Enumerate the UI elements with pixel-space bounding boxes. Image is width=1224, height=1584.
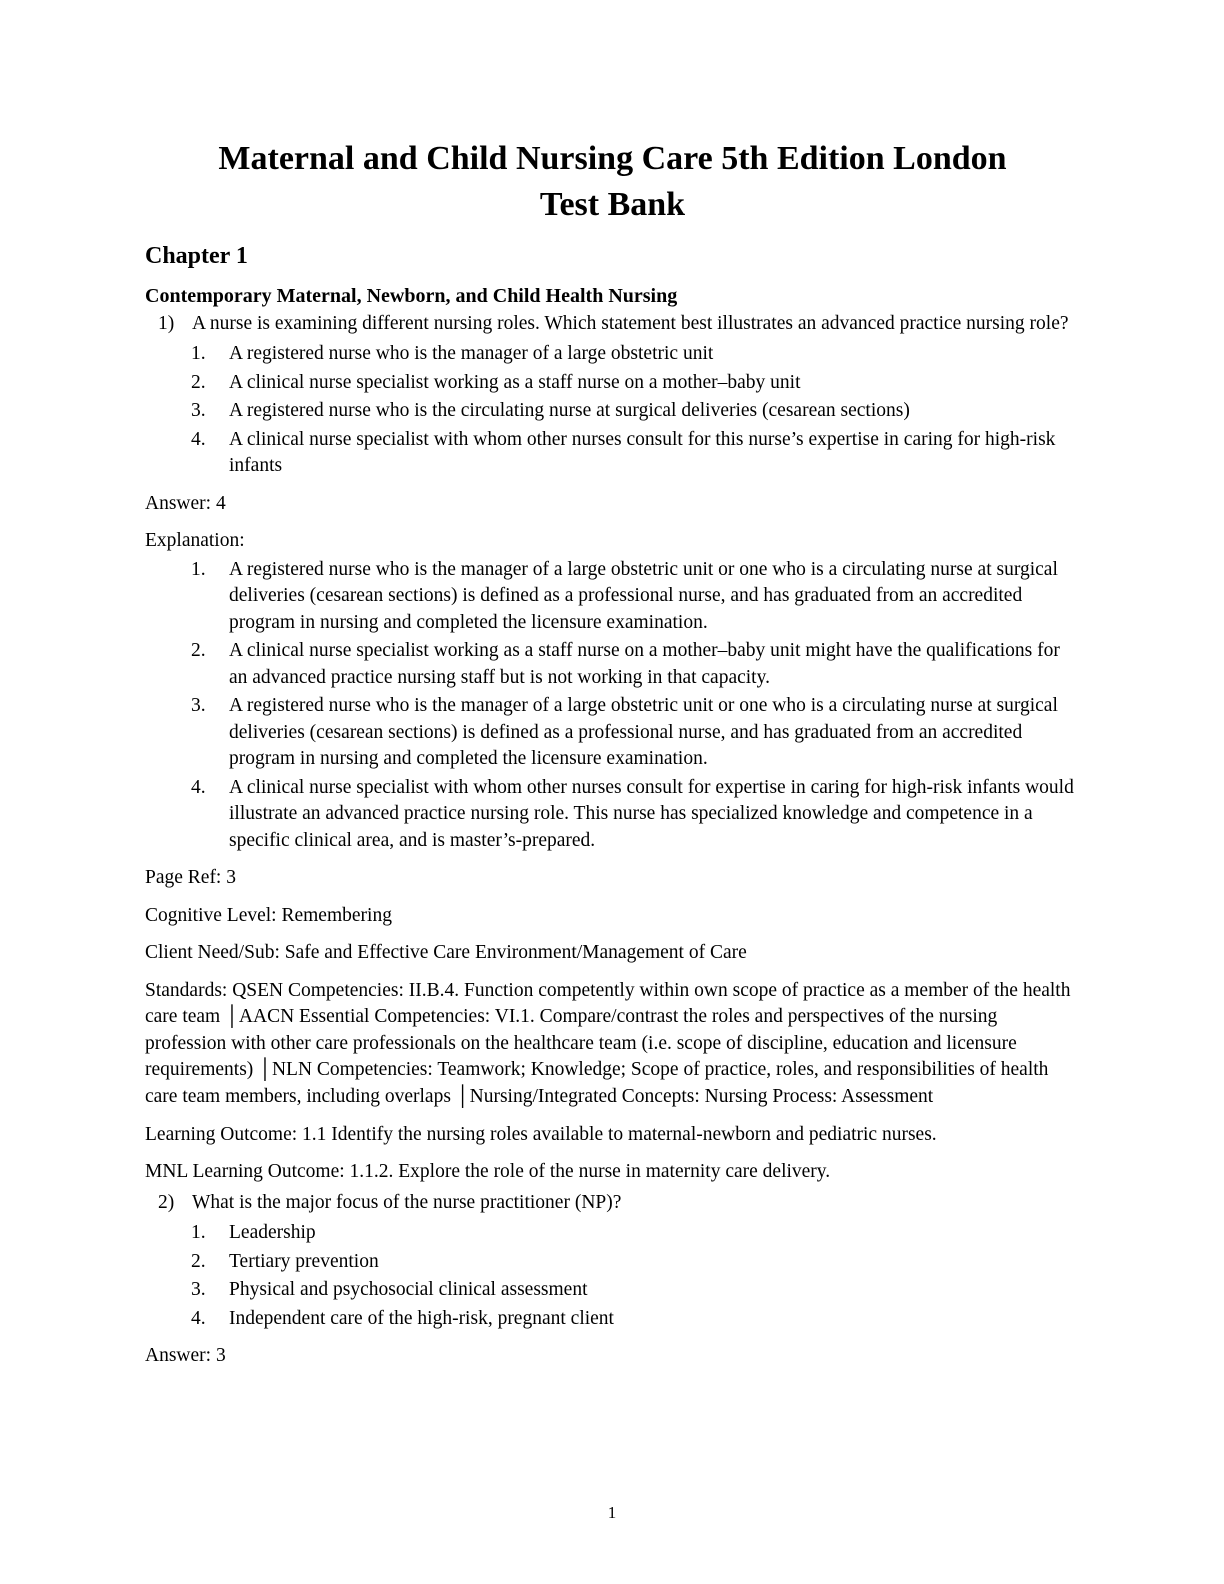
explanation-text: A registered nurse who is the manager of a large obstetric unit or one who is a circulating nurse at surgical deliveries (cesarean sections) is defined as a professional nurse, and has graduated from an accredited program in nursing and completed the licensure examination.	[229, 695, 1058, 770]
page-number: 1	[607, 1502, 617, 1522]
option-item	[191, 1249, 1080, 1276]
question-1-options	[145, 341, 1080, 480]
meta-standards: Standards: QSEN Competencies: II.B.4. Function competently within own scope of practice as a member of the health care team │AACN Essential Competencies: VI.1. Compare/contrast the roles and perspectives of the nursing profession with other care professionals on the healthcare team (i.e. scope of discipline, education and licensure requirements) │NLN Competencies: Teamwork; Knowledge; Scope of practice, roles, and responsibilities of health care team members, including overlaps │Nursing/Integrated Concepts: Nursing Process: Assessment	[145, 979, 1071, 1107]
option-marker: 1.	[191, 343, 206, 365]
option-text: Physical and psychosocial clinical assessment	[229, 1279, 588, 1301]
option-item	[191, 398, 1080, 425]
explanation-marker: 4.	[191, 776, 206, 798]
explanation-item	[191, 557, 1080, 637]
option-marker: 1.	[191, 1222, 206, 1244]
option-marker: 3.	[191, 1279, 206, 1301]
option-text: Leadership	[229, 1222, 316, 1244]
option-item	[191, 1220, 1080, 1247]
answer-text: Answer: 3	[145, 1345, 226, 1367]
question-text: A nurse is examining different nursing roles. Which statement best illustrates an advanced practice nursing role?	[192, 312, 1069, 334]
question-number: 2)	[158, 1191, 175, 1213]
meta-learning-outcome: Learning Outcome: 1.1 Identify the nursing roles available to maternal-newborn and pediatric nurses.	[145, 1123, 937, 1145]
option-item	[191, 1277, 1080, 1304]
meta-mnl-learning-outcome: MNL Learning Outcome: 1.1.2. Explore the role of the nurse in maternity care delivery.	[145, 1161, 831, 1183]
option-text: Independent care of the high-risk, pregnant client	[229, 1307, 614, 1329]
explanation-text: A clinical nurse specialist working as a staff nurse on a mother–baby unit might have the qualifications for an advanced practice nursing staff but is not working in that capacity.	[229, 640, 1060, 688]
meta-page-ref: Page Ref: 3	[145, 867, 236, 889]
option-item	[191, 341, 1080, 368]
meta-cognitive-level: Cognitive Level: Remembering	[145, 904, 392, 926]
option-marker: 4.	[191, 428, 206, 450]
option-item	[191, 1306, 1080, 1333]
option-text: A registered nurse who is the manager of a large obstetric unit	[229, 343, 714, 365]
meta-client-need: Client Need/Sub: Safe and Effective Care Environment/Management of Care	[145, 942, 747, 964]
explanation-marker: 3.	[191, 695, 206, 717]
title-line-1: Maternal and Child Nursing Care 5th Edition London	[218, 140, 1007, 177]
answer-text: Answer: 4	[145, 492, 226, 514]
option-text: Tertiary prevention	[229, 1250, 379, 1272]
option-text: A registered nurse who is the circulating nurse at surgical deliveries (cesarean sections)	[229, 400, 910, 422]
section-heading: Contemporary Maternal, Newborn, and Child Health Nursing	[145, 284, 678, 307]
option-item	[191, 370, 1080, 397]
option-marker: 3.	[191, 400, 206, 422]
question-2	[158, 1190, 1080, 1217]
document-title	[145, 136, 1080, 228]
title-line-2: Test Bank	[539, 185, 686, 223]
explanation-marker: 2.	[191, 640, 206, 662]
option-marker: 2.	[191, 371, 206, 393]
explanation-text: A registered nurse who is the manager of a large obstetric unit or one who is a circulating nurse at surgical deliveries (cesarean sections) is defined as a professional nurse, and has graduated from an accredited program in nursing and completed the licensure examination.	[229, 558, 1058, 633]
explanation-list	[145, 557, 1080, 855]
option-text: A clinical nurse specialist working as a staff nurse on a mother–baby unit	[229, 371, 801, 393]
explanation-item	[191, 775, 1080, 855]
option-item	[191, 427, 1080, 480]
option-marker: 4.	[191, 1307, 206, 1329]
question-2-options	[145, 1220, 1080, 1332]
question-1	[158, 311, 1080, 338]
explanation-marker: 1.	[191, 558, 206, 580]
question-text: What is the major focus of the nurse practitioner (NP)?	[192, 1191, 622, 1213]
option-text: A clinical nurse specialist with whom other nurses consult for this nurse’s expertise in caring for high-risk infants	[229, 428, 1056, 477]
explanation-label: Explanation:	[145, 530, 245, 552]
explanation-item	[191, 693, 1080, 773]
question-number: 1)	[158, 312, 175, 334]
explanation-item	[191, 638, 1080, 691]
explanation-text: A clinical nurse specialist with whom other nurses consult for expertise in caring for high-risk infants would illustrate an advanced practice nursing role. This nurse has specialized knowledge and competence in a specific clinical area, and is master’s-prepared.	[229, 776, 1074, 851]
option-marker: 2.	[191, 1250, 206, 1272]
chapter-heading: Chapter 1	[145, 242, 248, 269]
